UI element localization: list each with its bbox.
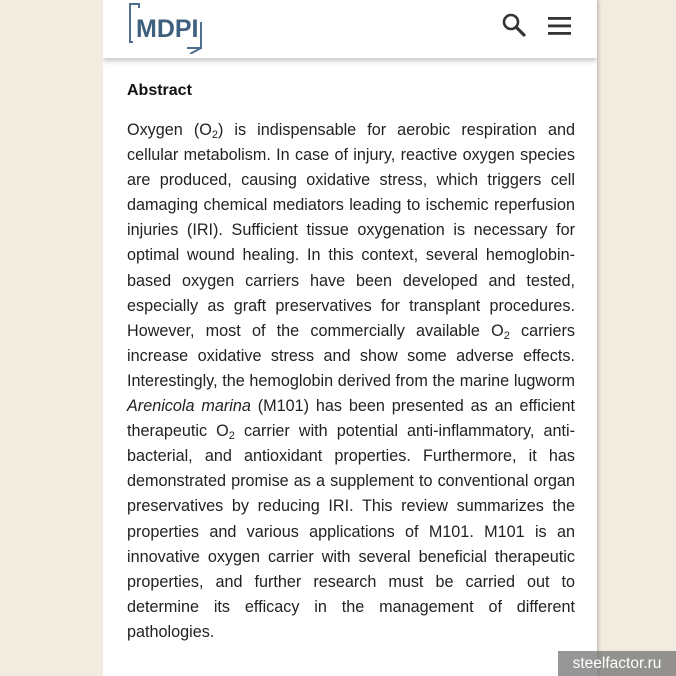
article-page <box>103 0 597 676</box>
mdpi-logo[interactable] <box>127 2 205 54</box>
site-header <box>103 0 597 58</box>
abstract-heading: Abstract <box>127 82 192 99</box>
abstract-section <box>127 80 575 645</box>
search-icon[interactable] <box>501 12 527 38</box>
abstract-text-segment: (M101) has been presented as an efficient therapeutic O <box>127 397 575 441</box>
subscript-2: 2 <box>228 430 235 443</box>
abstract-text-segment: Oxygen (O <box>127 121 212 139</box>
abstract-text-segment: carriers increase oxidative stress and show some adverse effects. Interestingly, the hemoglobin derived from the marine lugworm <box>127 321 575 390</box>
subscript-2: 2 <box>503 329 510 342</box>
subscript-2: 2 <box>211 129 218 141</box>
abstract-text-segment: carrier with potential anti-inflammatory, anti-bacterial, and antioxidant properties. Furthermore, it has demonstrated promise as a supplement to conventional organ preservatives by reducing IRI. This review summarizes the properties and various applications of M101. M101 is an innovative oxygen carrier with several beneficial therapeutic properties, and further research must be carried out to determine its efficacy in the management of different pathologies. <box>127 422 575 641</box>
hamburger-menu-icon[interactable] <box>547 14 573 40</box>
species-name: Arenicola marina <box>127 397 251 416</box>
watermark-label: steelfactor.ru <box>558 651 676 676</box>
abstract-text <box>127 118 575 645</box>
abstract-text-segment: ) is indispensable for aerobic respiration and cellular metabolism. In case of injury, reactive oxygen species are produced, causing oxidative stress, which triggers cell damaging chemical mediators leading to ischemic reperfusion injuries (IRI). Sufficient tissue oxygenation is necessary for optimal wound healing. In this context, several hemoglobin-based oxygen carriers have been developed and tested, especially as graft preservatives for transplant procedures. However, most of the commercially available O <box>127 121 575 340</box>
logo-wordmark: MDPI <box>136 15 199 43</box>
